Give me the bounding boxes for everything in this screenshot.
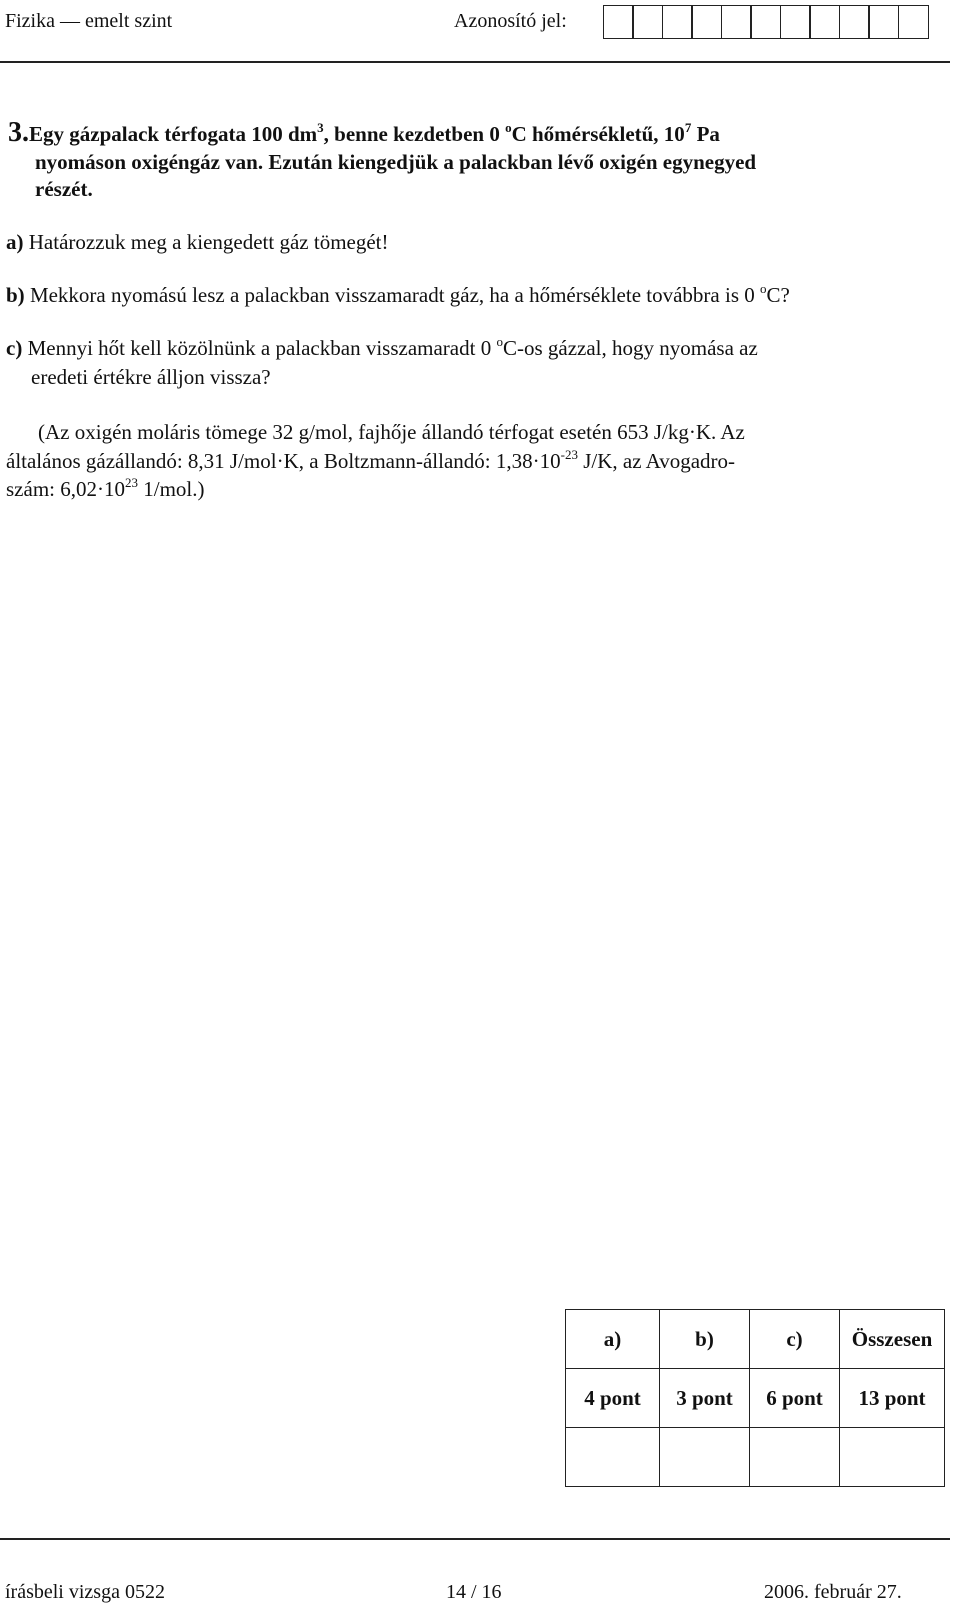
score-max-total: 13 pont <box>840 1369 945 1428</box>
constants-line-1: (Az oxigén moláris tömege 32 g/mol, fajhője állandó térfogat esetén 653 J/kg·K. Az <box>38 420 745 444</box>
id-code-box[interactable] <box>662 5 693 39</box>
header-rule <box>0 61 950 63</box>
id-code-box[interactable] <box>691 5 722 39</box>
id-code-boxes <box>604 5 929 39</box>
question-c-line-2: eredeti értékre álljon vissza? <box>31 365 271 389</box>
footer-date: 2006. február 27. <box>764 1581 902 1603</box>
footer-exam-code: írásbeli vizsga 0522 <box>5 1581 165 1603</box>
score-header-a: a) <box>566 1310 660 1369</box>
problem-intro-line-2: nyomáson oxigéngáz van. Ezután kiengedjük a palackban lévő oxigén egynegyed <box>35 150 757 174</box>
question-a: a) Határozzuk meg a kiengedett gáz tömegét! <box>6 230 389 254</box>
id-code-box[interactable] <box>868 5 899 39</box>
id-code-box[interactable] <box>809 5 840 39</box>
score-max-c: 6 pont <box>750 1369 840 1428</box>
score-header-total: Összesen <box>840 1310 945 1369</box>
id-code-box[interactable] <box>750 5 781 39</box>
header-id-label: Azonosító jel: <box>454 10 567 32</box>
problem-intro-line-3: részét. <box>35 177 93 201</box>
score-table <box>565 1309 945 1487</box>
id-code-box[interactable] <box>839 5 870 39</box>
score-earned-row <box>566 1428 945 1487</box>
id-code-box[interactable] <box>721 5 752 39</box>
footer-page-number: 14 / 16 <box>446 1581 502 1603</box>
score-earned-b[interactable] <box>660 1428 750 1487</box>
id-code-box[interactable] <box>603 5 634 39</box>
score-header-row <box>566 1310 945 1369</box>
score-earned-c[interactable] <box>750 1428 840 1487</box>
score-max-a: 4 pont <box>566 1369 660 1428</box>
question-c-line-1: c) Mennyi hőt kell közölnünk a palackban visszamaradt 0 $^o$C-os gázzal, hogy nyomása az <box>6 334 758 360</box>
score-max-b: 3 pont <box>660 1369 750 1428</box>
footer-rule <box>0 1538 950 1540</box>
problem-number: 3. <box>8 117 29 148</box>
score-header-b: b) <box>660 1310 750 1369</box>
score-earned-total[interactable] <box>840 1428 945 1487</box>
id-code-box[interactable] <box>780 5 811 39</box>
header-subject: Fizika — emelt szint <box>5 10 173 32</box>
constants-line-2: általános gázállandó: 8,31 J/mol·K, a Boltzmann-állandó: $1,38\cdot 10^{-23}$ J/K, az Avogadro- <box>6 447 736 473</box>
score-earned-a[interactable] <box>566 1428 660 1487</box>
score-max-points-row <box>566 1369 945 1428</box>
id-code-box[interactable] <box>898 5 929 39</box>
question-b: b) Mekkora nyomású lesz a palackban visszamaradt gáz, ha a hőmérséklete továbbra is 0 $^o$C? <box>6 281 790 307</box>
id-code-box[interactable] <box>632 5 663 39</box>
score-header-c: c) <box>750 1310 840 1369</box>
problem-intro-line-1: 3.Egy gázpalack térfogata 100 $dm^3$, benne kezdetben 0 $^o$C hőmérsékletű, $10^7$ Pa <box>8 117 720 148</box>
constants-line-3: szám: $6,02\cdot 10^{23}$ 1/mol.) <box>6 475 205 501</box>
